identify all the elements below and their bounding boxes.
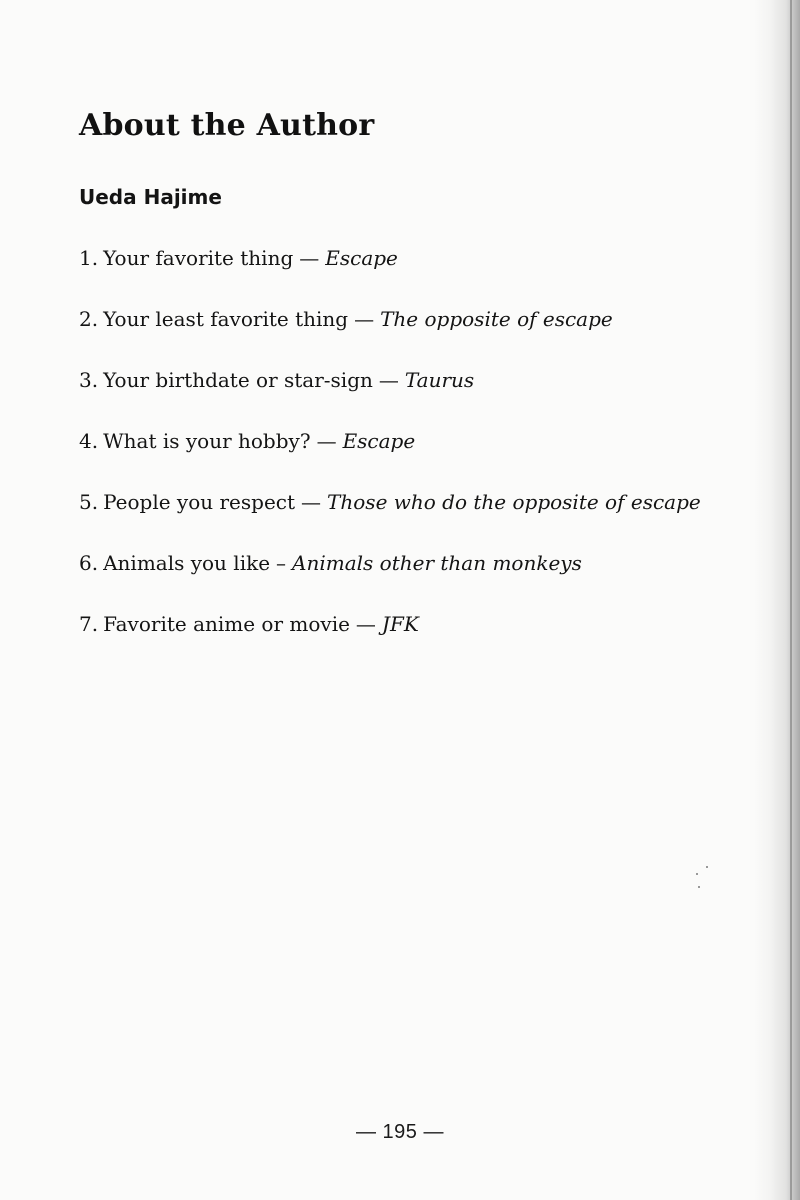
item-question: Favorite anime or movie xyxy=(103,612,350,636)
item-dash: — xyxy=(316,429,337,453)
item-answer: Taurus xyxy=(404,368,475,392)
item-number: 2. xyxy=(79,307,99,331)
list-item xyxy=(79,490,701,515)
item-number: 5. xyxy=(79,490,99,514)
item-answer: Animals other than monkeys xyxy=(292,551,582,575)
list-item xyxy=(79,429,415,454)
item-question: Your birthdate or star-sign xyxy=(103,368,373,392)
binding-shadow xyxy=(754,0,800,1200)
page-title: About the Author xyxy=(79,108,375,143)
item-question: People you respect xyxy=(103,490,296,514)
item-dash: — xyxy=(354,307,375,331)
list-item xyxy=(79,612,419,637)
scan-speck xyxy=(696,873,698,875)
item-number: 3. xyxy=(79,368,99,392)
item-question: What is your hobby? xyxy=(103,429,311,453)
list-item xyxy=(79,368,474,393)
item-dash: — xyxy=(299,246,320,270)
item-dash: — xyxy=(301,490,322,514)
page-number: — 195 — xyxy=(356,1121,444,1143)
list-item xyxy=(79,551,582,576)
item-dash: — xyxy=(378,368,399,392)
item-dash: – xyxy=(276,551,287,575)
item-question: Your favorite thing xyxy=(103,246,294,270)
author-name: Ueda Hajime xyxy=(79,185,222,209)
binding-edge xyxy=(790,0,792,1200)
item-answer: Escape xyxy=(342,429,416,453)
item-question: Animals you like xyxy=(103,551,271,575)
item-number: 1. xyxy=(79,246,99,270)
item-number: 6. xyxy=(79,551,99,575)
scan-speck xyxy=(706,866,708,868)
item-answer: JFK xyxy=(381,612,419,636)
item-number: 7. xyxy=(79,612,99,636)
item-question: Your least favorite thing xyxy=(103,307,349,331)
item-dash: — xyxy=(355,612,376,636)
item-answer: The opposite of escape xyxy=(380,307,613,331)
list-item xyxy=(79,246,398,271)
item-answer: Escape xyxy=(325,246,398,270)
scan-speck xyxy=(698,886,700,888)
item-number: 4. xyxy=(79,429,99,453)
item-answer: Those who do the opposite of escape xyxy=(327,490,701,514)
list-item xyxy=(79,307,613,332)
